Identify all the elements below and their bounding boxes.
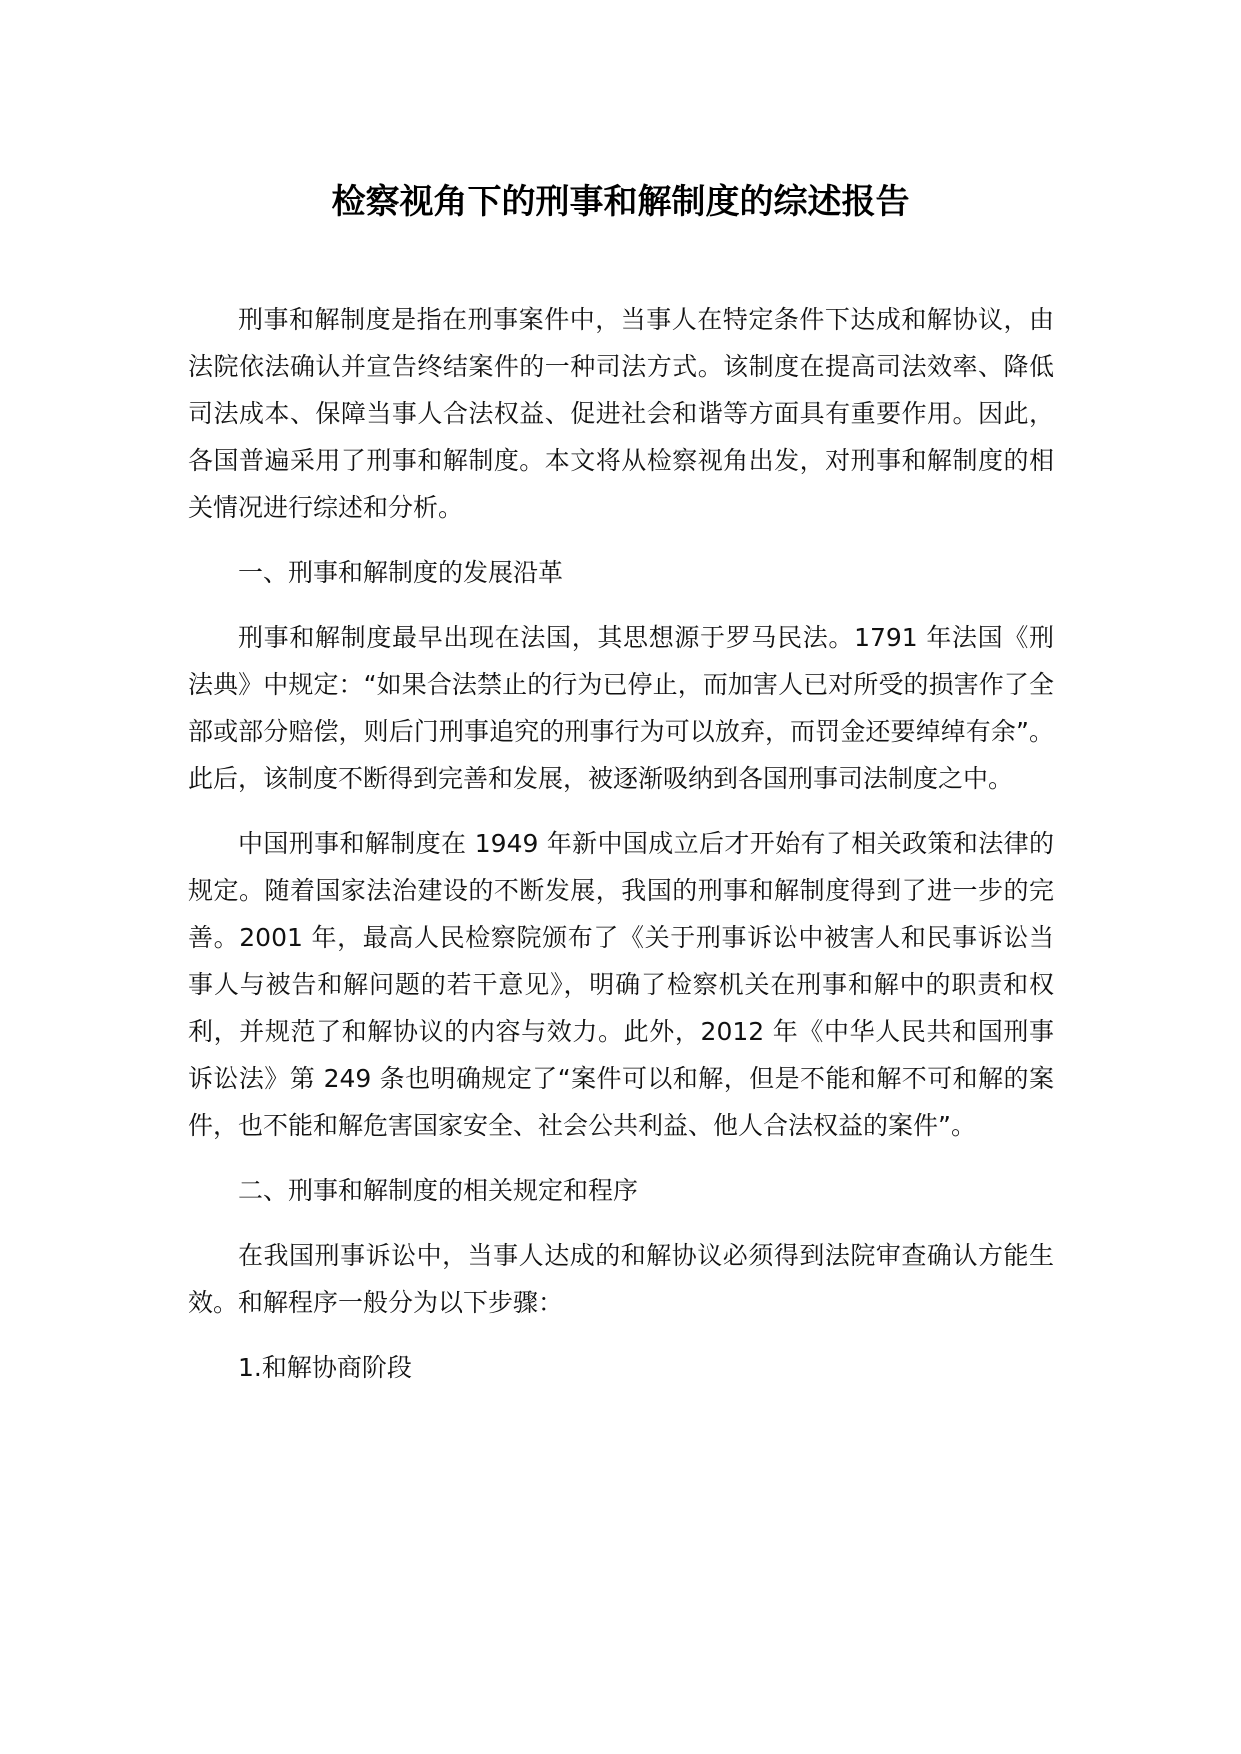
section-heading-1: 一、刑事和解制度的发展沿革	[238, 558, 564, 587]
section-heading-2: 二、刑事和解制度的相关规定和程序	[238, 1176, 639, 1205]
paragraph-procedure: 在我国刑事诉讼中，当事人达成的和解协议必须得到法院审查确认方能生效。和解程序一般分为以下步骤：	[188, 1241, 1054, 1317]
document-title: 检察视角下的刑事和解制度的综述报告	[331, 182, 910, 222]
document-body	[188, 296, 1054, 1409]
subsection-heading-1: 1.和解协商阶段	[238, 1353, 412, 1382]
paragraph-history-china: 中国刑事和解制度在 1949 年新中国成立后才开始有了相关政策和法律的规定。随着国家法治建设的不断发展，我国的刑事和解制度得到了进一步的完善。2001 年，最高人民检察院颁布了《关于刑事诉讼中被害人和民事诉讼当事人与被告和解问题的若干意见》，明确了检察机关在刑事和解中的职责和权利，并规范了和解协议的内容与效力。此外，2012 年《中华人民共和国刑事诉讼法》第 249 条也明确规定了“案件可以和解，但是不能和解不可和解的案件，也不能和解危害国家安全、社会公共利益、他人合法权益的案件”。	[188, 829, 1054, 1140]
paragraph-history-france: 刑事和解制度最早出现在法国，其思想源于罗马民法。1791 年法国《刑法典》中规定：“如果合法禁止的行为已停止，而加害人已对所受的损害作了全部或部分赔偿，则后门刑事追究的刑事行为可以放弃，而罚金还要绰绰有余”。此后，该制度不断得到完善和发展，被逐渐吸纳到各国刑事司法制度之中。	[188, 623, 1054, 793]
paragraph-intro: 刑事和解制度是指在刑事案件中，当事人在特定条件下达成和解协议，由法院依法确认并宣告终结案件的一种司法方式。该制度在提高司法效率、降低司法成本、保障当事人合法权益、促进社会和谐等方面具有重要作用。因此，各国普遍采用了刑事和解制度。本文将从检察视角出发，对刑事和解制度的相关情况进行综述和分析。	[188, 305, 1054, 522]
